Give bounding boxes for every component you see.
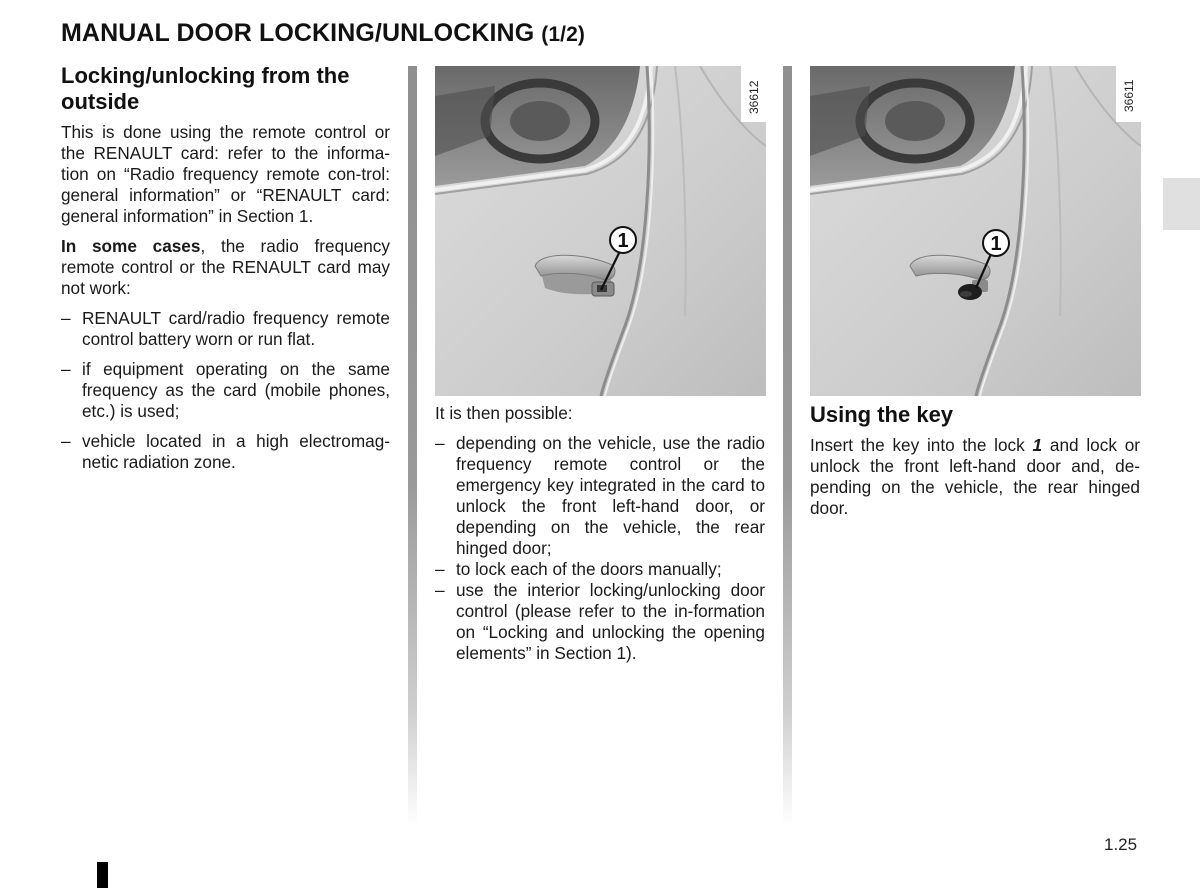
failure-causes-list [61,308,390,473]
list-item: – to lock each of the doors manually; [435,559,765,580]
key-ref-number: 1 [1032,435,1043,455]
figure-reference-number: 36612 [747,80,761,114]
key-in-lock-illustration [810,66,1141,396]
list-item: – RENAULT card/radio frequency remote control battery worn or run flat. [61,308,390,350]
column-divider-right [783,66,792,826]
column-left [61,63,390,482]
column-right [810,402,1140,528]
list-item: – depending on the vehicle, use the radio frequency remote control or the emergency key integrated in the card to unlock the front left-hand door, or depending on the vehicle, the rear hinged door; [435,433,765,559]
column-divider-left [408,66,417,826]
figure-reference-number: 36611 [1122,79,1136,112]
title-part-indicator: (1/2) [541,23,585,46]
key-paragraph [810,435,1140,519]
list-item: – if equipment operating on the same frequency as the card (mobile phones, etc.) is used; [61,359,390,422]
section-heading-key: Using the key [810,402,954,427]
figure-key-in-lock [810,66,1141,396]
section-heading-outside: Locking/unlocking from the outside [61,63,350,114]
list-item: – use the interior locking/unlocking door control (please refer to the in-formation on “Locking and unlocking the opening elements” in Section 1). [435,580,765,664]
section-thumb-tab [1163,178,1200,230]
possible-intro: It is then possible: [435,403,573,423]
callout-1-label: 1 [617,230,629,252]
some-cases-paragraph [61,236,390,299]
key-text-before: Insert the key into the lock [810,435,1033,455]
door-handle-illustration [435,66,766,396]
title-text: MANUAL DOOR LOCKING/UNLOCKING [61,19,535,47]
page-number: 1.25 [1104,835,1138,854]
possible-actions-list [435,433,765,664]
some-cases-text: , the radio frequency remote control or the RENAULT card may not work: [61,236,390,298]
key-text-after: and lock or unlock the front left-hand door and, de-pending on the vehicle, the rear hinged door. [810,435,1140,518]
page-title [61,19,585,48]
column-middle [435,403,765,664]
intro-paragraph: This is done using the remote control or the RENAULT card: refer to the informa-tion on “Radio frequency remote con-trol: general information” or “RENAULT card: general information” in Section 1. [61,122,390,226]
callout-1-label: 1 [990,233,1002,255]
some-cases-bold: In some cases [61,236,201,256]
list-item: – vehicle located in a high electromag-netic radiation zone. [61,431,390,473]
figure-door-handle-card-key [435,66,766,396]
corner-mark [97,862,108,888]
